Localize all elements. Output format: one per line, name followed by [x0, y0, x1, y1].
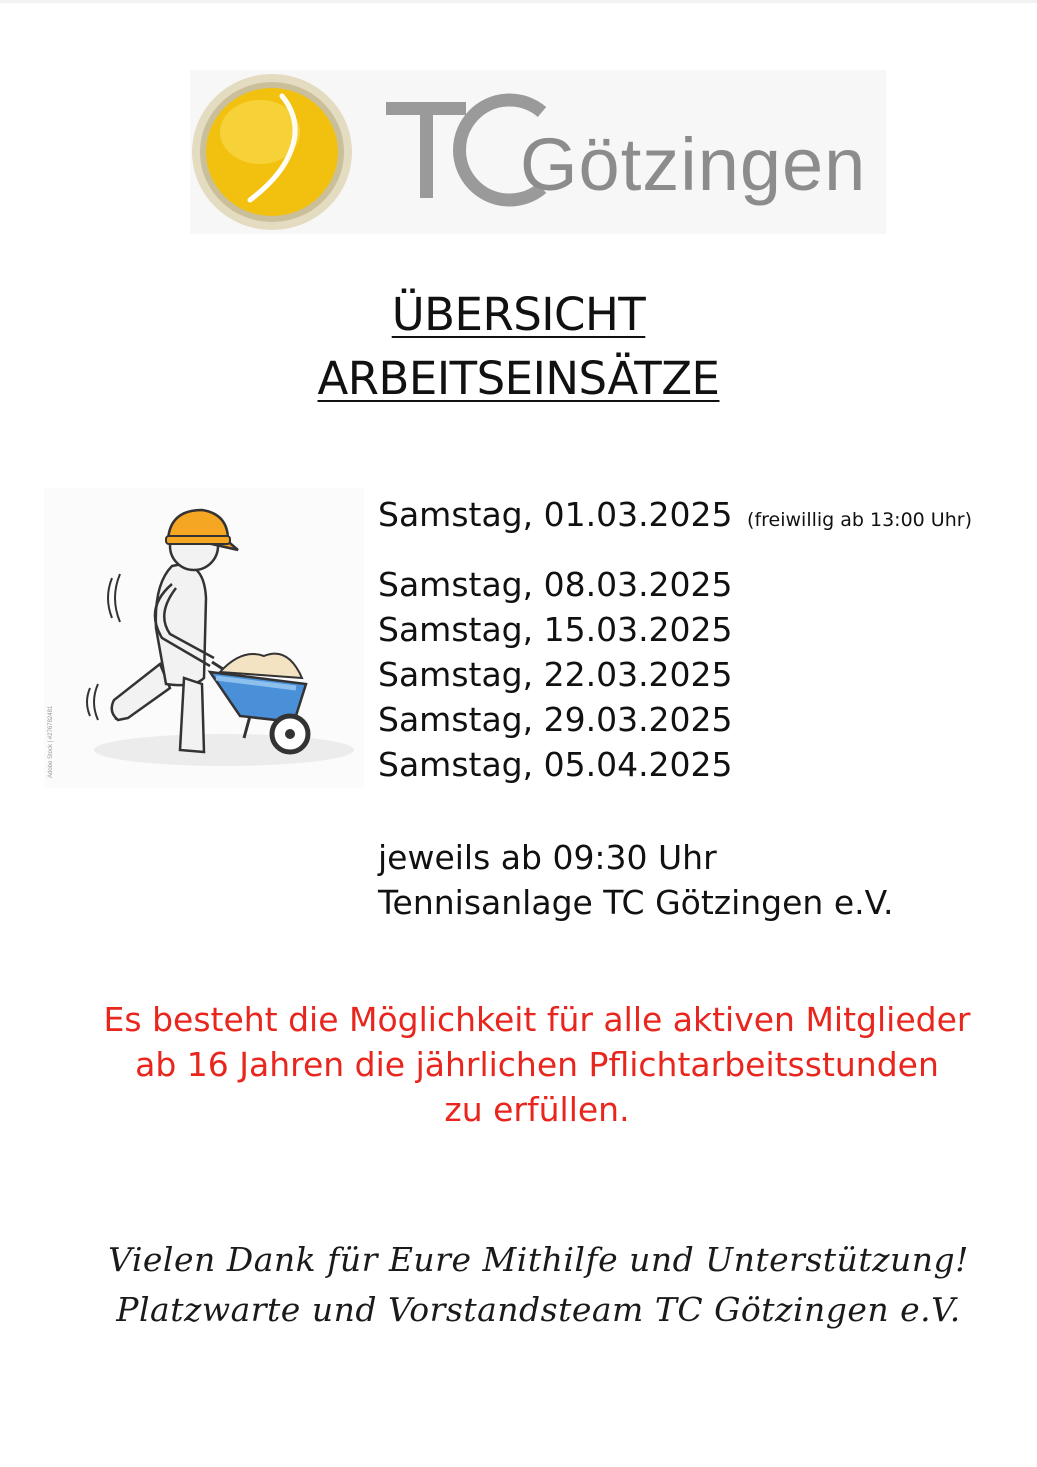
- svg-text:Götzingen: Götzingen: [520, 123, 867, 206]
- schedule-info: [378, 835, 893, 925]
- schedule-date: Samstag, 29.03.2025: [378, 700, 733, 739]
- notice-text: [0, 997, 1037, 1132]
- schedule-list: [378, 492, 972, 787]
- schedule-date: Samstag, 01.03.2025: [378, 495, 733, 534]
- schedule-date: Samstag, 08.03.2025: [378, 565, 733, 604]
- worker-with-wheelbarrow-icon: [44, 488, 364, 788]
- notice-line: Es besteht die Möglichkeit für alle aktiven Mitglieder: [103, 1000, 971, 1039]
- schedule-date: Samstag, 05.04.2025: [378, 745, 733, 784]
- schedule-date: Samstag, 15.03.2025: [378, 610, 733, 649]
- schedule-location: Tennisanlage TC Götzingen e.V.: [378, 883, 894, 922]
- notice-line: ab 16 Jahren die jährlichen Pflichtarbeitsstunden: [135, 1045, 939, 1084]
- page-title-line-2: ARBEITSEINSÄTZE: [317, 352, 720, 405]
- page-title-line-1: ÜBERSICHT: [391, 288, 646, 341]
- thanks-text: [0, 1235, 1037, 1335]
- svg-text:Adobe Stock | #276782481: Adobe Stock | #276782481: [48, 705, 54, 778]
- schedule-first-date-row: [378, 492, 972, 537]
- club-logo: [190, 70, 886, 234]
- schedule-time: jeweils ab 09:30 Uhr: [378, 838, 717, 877]
- notice-line: zu erfüllen.: [444, 1090, 630, 1129]
- schedule-date-note: (freiwillig ab 13:00 Uhr): [747, 509, 972, 531]
- thanks-line-1: Vielen Dank für Eure Mithilfe und Unterstützung!: [108, 1240, 969, 1279]
- top-border: [0, 0, 1037, 3]
- thanks-line-2: Platzwarte und Vorstandsteam TC Götzingen e.V.: [116, 1290, 961, 1329]
- schedule-date: Samstag, 22.03.2025: [378, 655, 733, 694]
